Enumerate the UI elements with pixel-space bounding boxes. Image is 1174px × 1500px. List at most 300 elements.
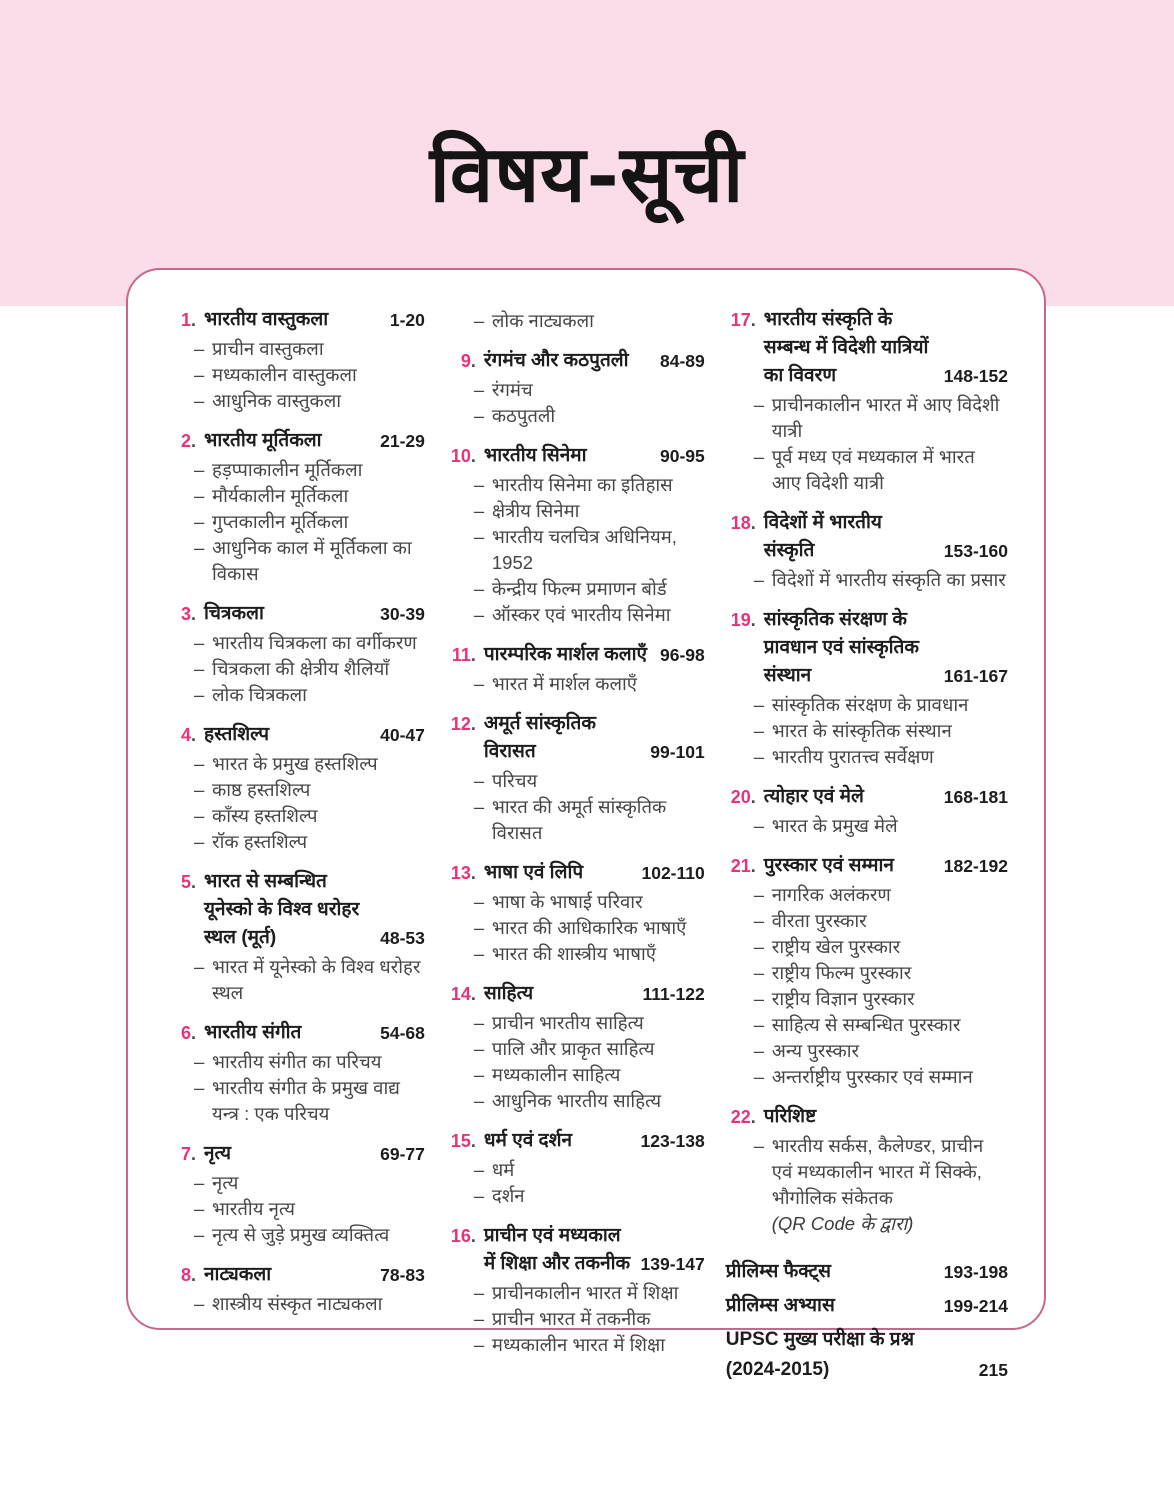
- entry-sub-item: [754, 567, 1008, 593]
- entry-title: प्रीलिम्स फैक्ट्स: [725, 1261, 832, 1282]
- dash-icon: –: [753, 1014, 765, 1035]
- sub-item-text: प्राचीनकालीन भारत में शिक्षा: [491, 1282, 679, 1303]
- dash-icon: –: [194, 485, 205, 506]
- toc-entry: [726, 1257, 1008, 1287]
- entry-head: [726, 306, 1008, 390]
- entry-sub-item: [474, 889, 705, 915]
- entry-number: 8.: [180, 1265, 196, 1285]
- dash-icon: –: [753, 1135, 765, 1156]
- sub-item-text: मध्यकालीन भारत में शिक्षा: [491, 1334, 666, 1355]
- entry-sub-item: [754, 718, 1008, 744]
- entry-sub-item: [194, 509, 425, 535]
- entry-pages: 54-68: [380, 1023, 425, 1043]
- sub-item-text: भारतीय सर्कस, कैलेण्डर, प्राचीन एवं मध्यकालीन भारत में सिक्के, भौगोलिक संकेतक: [771, 1135, 984, 1208]
- sub-item-text: नागरिक अलंकरण: [771, 884, 891, 905]
- dash-icon: –: [473, 379, 485, 400]
- entry-title: परिशिष्ट: [763, 1106, 817, 1127]
- sub-item-text: परिचय: [491, 770, 538, 791]
- toc-entry: [726, 606, 1008, 770]
- dash-icon: –: [194, 459, 205, 480]
- entry-pages: 40-47: [380, 725, 425, 745]
- toc-entry: [726, 783, 1008, 839]
- entry-sub-list: [754, 813, 1008, 839]
- entry-sub-item: [754, 692, 1008, 718]
- entry-sub-item: [474, 524, 705, 576]
- entry-sub-item: [474, 1010, 705, 1036]
- sub-item-text: भारत के प्रमुख मेले: [771, 815, 898, 836]
- entry-number: 20.: [730, 787, 756, 807]
- sub-item-text: सांस्कृतिक संरक्षण के प्रावधान: [771, 694, 969, 715]
- dash-icon: –: [194, 1051, 205, 1072]
- toc-entry: [446, 308, 705, 334]
- entry-sub-item: [754, 392, 1008, 444]
- entry-sub-item: [474, 472, 705, 498]
- dash-icon: –: [194, 658, 205, 679]
- entry-pages: 78-83: [380, 1265, 425, 1285]
- sub-item-text: भारत की अमूर्त सांस्कृतिक विरासत: [491, 796, 667, 843]
- dash-icon: –: [473, 673, 485, 694]
- sub-item-text: धर्म: [491, 1159, 515, 1180]
- entry-title: धर्म एवं दर्शन: [483, 1130, 573, 1151]
- entry-title: साहित्य: [483, 983, 534, 1004]
- entry-head: [726, 1257, 1008, 1287]
- dash-icon: –: [194, 956, 205, 977]
- entry-sub-item: [474, 377, 705, 403]
- toc-entry: [446, 710, 705, 846]
- dash-icon: –: [753, 1066, 765, 1087]
- toc-entry: [166, 306, 425, 414]
- entry-sub-item: [474, 1062, 705, 1088]
- sub-item-text: रॉक हस्तशिल्प: [212, 831, 308, 852]
- entry-head: [446, 442, 705, 470]
- sub-item-text: पालि और प्राकृत साहित्य: [491, 1038, 655, 1059]
- entry-title: भारतीय मूर्तिकला: [204, 430, 322, 451]
- entry-sub-item: [754, 908, 1008, 934]
- entry-number: 3.: [180, 604, 196, 624]
- entry-sub-list: [194, 954, 425, 1006]
- entry-sub-item: [474, 1088, 705, 1114]
- sub-item-text: लोक नाट्यकला: [491, 310, 594, 331]
- sub-item-text: प्राचीन भारतीय साहित्य: [491, 1012, 644, 1033]
- entry-pages: 99-101: [650, 742, 705, 762]
- toc-entry: [446, 1127, 705, 1209]
- sub-item-text: आधुनिक भारतीय साहित्य: [491, 1090, 662, 1111]
- entry-sub-item: [194, 336, 425, 362]
- toc-entry: [446, 347, 705, 429]
- sub-item-text: विदेशों में भारतीय संस्कृति का प्रसार: [771, 569, 1006, 590]
- entry-sub-item: [194, 1075, 425, 1127]
- entry-sub-list: [474, 1280, 705, 1358]
- sub-item-text: भारत के सांस्कृतिक संस्थान: [771, 720, 952, 741]
- entry-sub-list: [474, 889, 705, 967]
- dash-icon: –: [194, 390, 205, 411]
- entry-sub-list: [474, 768, 705, 846]
- dash-icon: –: [194, 1172, 205, 1193]
- entry-number: 11.: [451, 645, 476, 665]
- entry-number: 22.: [730, 1107, 756, 1127]
- toc-entry: [726, 1103, 1008, 1237]
- entry-sub-item: [754, 934, 1008, 960]
- entry-pages: 96-98: [659, 645, 705, 665]
- entry-number: 15.: [450, 1131, 476, 1151]
- toc-entry: [166, 1140, 425, 1248]
- dash-icon: –: [473, 578, 485, 599]
- toc-entry: [446, 442, 705, 628]
- entry-pages: 139-147: [640, 1254, 705, 1274]
- entry-head: [166, 1140, 425, 1168]
- sub-item-text: प्राचीन भारत में तकनीक: [491, 1308, 651, 1329]
- sub-item-text: भारतीय संगीत का परिचय: [212, 1051, 382, 1072]
- entry-head: [166, 600, 425, 628]
- entry-sub-list: [194, 457, 425, 587]
- entry-sub-list: [754, 882, 1008, 1090]
- entry-sub-list: [474, 1157, 705, 1209]
- sub-item-text: (QR Code के द्वारा): [771, 1213, 914, 1234]
- sub-item-text: क्षेत्रीय सिनेमा: [491, 500, 580, 521]
- sub-item-text: नृत्य से जुड़े प्रमुख व्यक्तित्व: [212, 1224, 390, 1245]
- toc-entry: [446, 859, 705, 967]
- entry-pages: 199-214: [943, 1296, 1008, 1316]
- entry-sub-item: [474, 941, 705, 967]
- entry-sub-item: [194, 803, 425, 829]
- entry-title: भाषा एवं लिपि: [483, 862, 584, 883]
- sub-item-text: काष्ठ हस्तशिल्प: [212, 779, 311, 800]
- sub-item-text: ऑस्कर एवं भारतीय सिनेमा: [491, 604, 671, 625]
- entry-number: 21.: [730, 856, 756, 876]
- dash-icon: –: [473, 1159, 485, 1180]
- dash-icon: –: [194, 779, 205, 800]
- entry-pages: 215: [978, 1360, 1008, 1380]
- entry-title: हस्तशिल्प: [204, 724, 270, 745]
- dash-icon: –: [194, 338, 205, 359]
- dash-icon: –: [473, 770, 485, 791]
- sub-item-text: कठपुतली: [491, 405, 556, 426]
- entry-number: 4.: [180, 725, 196, 745]
- entry-head: [446, 859, 705, 887]
- sub-item-text: आधुनिक वास्तुकला: [212, 390, 342, 411]
- toc-entry: [166, 427, 425, 587]
- sub-item-text: राष्ट्रीय फिल्म पुरस्कार: [771, 962, 912, 983]
- entry-sub-item: [754, 744, 1008, 770]
- dash-icon: –: [473, 891, 485, 912]
- sub-item-text: भारतीय सिनेमा का इतिहास: [491, 474, 673, 495]
- toc-entry: [446, 1222, 705, 1358]
- toc-box: [126, 268, 1046, 1380]
- page-title: विषय-सूची: [429, 129, 745, 220]
- entry-title: नृत्य: [204, 1143, 232, 1164]
- entry-head: [446, 347, 705, 375]
- entry-head: [726, 509, 1008, 565]
- entry-title: प्रीलिम्स अभ्यास: [725, 1295, 835, 1316]
- entry-sub-item: [474, 1280, 705, 1306]
- entry-sub-list: [754, 692, 1008, 770]
- entry-number: 2.: [180, 431, 196, 451]
- entry-pages: 182-192: [943, 856, 1008, 876]
- entry-pages: 84-89: [659, 351, 705, 371]
- entry-head: [166, 427, 425, 455]
- entry-sub-list: [754, 1133, 1008, 1237]
- entry-sub-list: [474, 671, 705, 697]
- entry-sub-item: [474, 1306, 705, 1332]
- sub-item-text: अन्तर्राष्ट्रीय पुरस्कार एवं सम्मान: [771, 1066, 973, 1087]
- entry-sub-item: [194, 954, 425, 1006]
- entry-sub-item: [474, 768, 705, 794]
- entry-sub-list: [194, 336, 425, 414]
- entry-pages: 102-110: [641, 863, 705, 883]
- entry-sub-item: [474, 308, 705, 334]
- dash-icon: –: [194, 1224, 205, 1245]
- entry-sub-item: [474, 1157, 705, 1183]
- entry-title: प्राचीन एवं मध्यकाल में शिक्षा और तकनीक: [483, 1225, 631, 1274]
- dash-icon: –: [194, 632, 205, 653]
- entry-sub-item: [474, 1036, 705, 1062]
- entry-sub-item: [194, 829, 425, 855]
- toc-entry: [166, 721, 425, 855]
- toc-entry: [726, 509, 1008, 593]
- entry-head: [726, 1291, 1008, 1321]
- entry-sub-item: [474, 915, 705, 941]
- sub-item-text: भारत में मार्शल कलाएँ: [491, 673, 638, 694]
- toc-entry: [446, 980, 705, 1114]
- entry-number: 19.: [730, 610, 756, 630]
- dash-icon: –: [753, 910, 765, 931]
- entry-sub-item: [754, 986, 1008, 1012]
- dash-icon: –: [194, 684, 205, 705]
- dash-icon: –: [473, 604, 485, 625]
- toc-column-2: [446, 306, 705, 1389]
- entry-title: पारम्परिक मार्शल कलाएँ: [483, 644, 648, 665]
- sub-item-text: भाषा के भाषाई परिवार: [491, 891, 643, 912]
- entry-sub-item: [194, 682, 425, 708]
- entry-sub-item: [194, 1196, 425, 1222]
- entry-number: 10.: [450, 446, 476, 466]
- entry-head: [166, 306, 425, 334]
- entry-sub-item: [754, 960, 1008, 986]
- entry-number: 5.: [180, 872, 196, 892]
- toc-entry: [726, 1325, 1008, 1385]
- entry-sub-item: [194, 630, 425, 656]
- entry-sub-item: [754, 1133, 1008, 1211]
- entry-sub-list: [474, 377, 705, 429]
- sub-item-text: राष्ट्रीय खेल पुरस्कार: [771, 936, 901, 957]
- sub-item-text: पूर्व मध्य एवं मध्यकाल में भारत आए विदेशी यात्री: [771, 446, 975, 493]
- sub-item-text: शास्त्रीय संस्कृत नाट्यकला: [212, 1293, 383, 1314]
- sub-item-text: गुप्तकालीन मूर्तिकला: [212, 511, 349, 532]
- toc-entry: [726, 852, 1008, 1090]
- entry-head: [726, 606, 1008, 690]
- dash-icon: –: [753, 815, 765, 836]
- entry-sub-item: [194, 362, 425, 388]
- entry-sub-item: [194, 483, 425, 509]
- toc-entry: [166, 600, 425, 708]
- sub-item-text: दर्शन: [491, 1185, 525, 1206]
- entry-sub-list: [194, 1170, 425, 1248]
- entry-number: 7.: [180, 1144, 196, 1164]
- entry-sub-item: [194, 656, 425, 682]
- sub-item-text: मौर्यकालीन मूर्तिकला: [212, 485, 349, 506]
- entry-head: [166, 1261, 425, 1289]
- entry-title: भारत से सम्बन्धित यूनेस्को के विश्व धरोहर स्थल (मूर्त): [204, 871, 360, 948]
- entry-head: [726, 852, 1008, 880]
- toc-column-3: [726, 306, 1008, 1389]
- entry-title: पुरस्कार एवं सम्मान: [763, 855, 894, 876]
- dash-icon: –: [194, 1198, 205, 1219]
- sub-item-text: भारत के प्रमुख हस्तशिल्प: [212, 753, 378, 774]
- toc-entry: [166, 1019, 425, 1127]
- entry-title: विदेशों में भारतीय संस्कृति: [763, 512, 882, 561]
- dash-icon: –: [473, 526, 485, 547]
- dash-icon: –: [473, 1090, 485, 1111]
- entry-title: रंगमंच और कठपुतली: [483, 350, 629, 371]
- entry-pages: 161-167: [943, 666, 1008, 686]
- entry-title: अमूर्त सांस्कृतिक विरासत: [483, 713, 596, 762]
- sub-item-text: भारतीय पुरातत्त्व सर्वेक्षण: [771, 746, 934, 767]
- entry-pages: 153-160: [943, 541, 1008, 561]
- entry-sub-item: [194, 1222, 425, 1248]
- entry-sub-item: [754, 1064, 1008, 1090]
- sub-item-text: प्राचीन वास्तुकला: [212, 338, 324, 359]
- entry-sub-list: [194, 630, 425, 708]
- entry-sub-item: [754, 813, 1008, 839]
- entry-head: [446, 1222, 705, 1278]
- entry-number: 6.: [180, 1023, 196, 1043]
- entry-pages: 30-39: [380, 604, 425, 624]
- entry-number: 12.: [450, 714, 476, 734]
- entry-sub-list: [194, 1049, 425, 1127]
- entry-sub-item: [194, 388, 425, 414]
- toc-entry: [726, 1291, 1008, 1321]
- sub-item-text: नृत्य: [212, 1172, 239, 1193]
- toc-entry: [446, 641, 705, 697]
- sub-item-text: साहित्य से सम्बन्धित पुरस्कार: [771, 1014, 961, 1035]
- sub-item-text: लोक चित्रकला: [212, 684, 307, 705]
- entry-number: 18.: [730, 513, 756, 533]
- toc-entry: [166, 868, 425, 1006]
- entry-head: [726, 783, 1008, 811]
- dash-icon: –: [753, 569, 765, 590]
- entry-sub-list: [474, 308, 705, 334]
- entry-pages: 123-138: [640, 1131, 705, 1151]
- dash-icon: –: [753, 446, 765, 467]
- dash-icon: –: [473, 310, 485, 331]
- entry-sub-item: [474, 1332, 705, 1358]
- dash-icon: –: [473, 1064, 485, 1085]
- sub-item-text: भारत में यूनेस्को के विश्व धरोहर स्थल: [212, 956, 421, 1003]
- sub-item-text: भारतीय संगीत के प्रमुख वाद्य यन्त्र : एक परिचय: [212, 1077, 400, 1124]
- dash-icon: –: [194, 1293, 205, 1314]
- dash-icon: –: [753, 988, 765, 1009]
- dash-icon: –: [753, 746, 765, 767]
- entry-sub-item: [194, 457, 425, 483]
- sub-item-text: चित्रकला की क्षेत्रीय शैलियाँ: [212, 658, 390, 679]
- sub-item-text: भारतीय नृत्य: [212, 1198, 295, 1219]
- entry-sub-item: [754, 1211, 1008, 1237]
- entry-head: [726, 1325, 1008, 1385]
- dash-icon: –: [753, 694, 765, 715]
- entry-sub-list: [754, 392, 1008, 496]
- entry-sub-list: [474, 1010, 705, 1114]
- entry-sub-item: [194, 751, 425, 777]
- entry-title: भारतीय सिनेमा: [483, 445, 587, 466]
- entry-title: भारतीय वास्तुकला: [204, 309, 329, 330]
- entry-sub-item: [474, 498, 705, 524]
- entry-sub-item: [474, 671, 705, 697]
- sub-item-text: भारत की शास्त्रीय भाषाएँ: [491, 943, 657, 964]
- sub-item-text: प्राचीनकालीन भारत में आए विदेशी यात्री: [771, 394, 1000, 441]
- entry-sub-item: [194, 1170, 425, 1196]
- dash-icon: –: [194, 753, 205, 774]
- dash-icon: –: [194, 511, 205, 532]
- entry-head: [446, 1127, 705, 1155]
- dash-icon: –: [473, 943, 485, 964]
- entry-sub-item: [754, 444, 1008, 496]
- dash-icon: –: [473, 917, 485, 938]
- entry-sub-list: [194, 1291, 425, 1317]
- dash-icon: –: [473, 405, 485, 426]
- sub-item-text: हड़प्पाकालीन मूर्तिकला: [212, 459, 363, 480]
- entry-pages: 168-181: [943, 787, 1008, 807]
- entry-sub-item: [474, 576, 705, 602]
- dash-icon: –: [473, 1308, 485, 1329]
- entry-sub-list: [474, 472, 705, 628]
- dash-icon: –: [753, 962, 765, 983]
- entry-pages: 1-20: [389, 310, 425, 330]
- entry-sub-item: [754, 882, 1008, 908]
- entry-number: 17.: [730, 310, 756, 330]
- sub-item-text: भारतीय चलचित्र अधिनियम, 1952: [491, 526, 677, 573]
- end-matter-block: [726, 1257, 1008, 1385]
- dash-icon: –: [473, 1012, 485, 1033]
- entry-sub-item: [194, 777, 425, 803]
- dash-icon: –: [753, 884, 765, 905]
- entry-sub-item: [194, 1049, 425, 1075]
- entry-pages: 193-198: [943, 1262, 1008, 1282]
- entry-sub-list: [194, 751, 425, 855]
- entry-title: त्योहार एवं मेले: [763, 786, 864, 807]
- dash-icon: –: [473, 474, 485, 495]
- entry-sub-item: [474, 602, 705, 628]
- entry-pages: 48-53: [380, 928, 425, 948]
- sub-item-text: राष्ट्रीय विज्ञान पुरस्कार: [771, 988, 915, 1009]
- sub-item-text: भारत की आधिकारिक भाषाएँ: [491, 917, 687, 938]
- dash-icon: –: [753, 936, 765, 957]
- toc-columns: [166, 306, 1008, 1389]
- entry-pages: 69-77: [380, 1144, 425, 1164]
- dash-icon: –: [194, 1077, 205, 1098]
- sub-item-text: भारतीय चित्रकला का वर्गीकरण: [212, 632, 417, 653]
- dash-icon: –: [194, 831, 205, 852]
- sub-item-text: केन्द्रीय फिल्म प्रमाणन बोर्ड: [491, 578, 667, 599]
- toc-entry: [726, 306, 1008, 496]
- entry-pages: 148-152: [943, 366, 1008, 386]
- dash-icon: –: [473, 1038, 485, 1059]
- dash-icon: –: [194, 805, 205, 826]
- entry-pages: 111-122: [642, 984, 705, 1004]
- entry-number: 1.: [180, 310, 196, 330]
- entry-head: [446, 710, 705, 766]
- entry-sub-item: [474, 1183, 705, 1209]
- entry-sub-list: [754, 567, 1008, 593]
- entry-pages: 90-95: [659, 446, 705, 466]
- dash-icon: –: [194, 537, 205, 558]
- entry-title: भारतीय संगीत: [204, 1022, 302, 1043]
- dash-icon: –: [473, 500, 485, 521]
- entry-number: 9.: [460, 351, 476, 371]
- dash-icon: –: [753, 394, 765, 415]
- entry-sub-item: [754, 1012, 1008, 1038]
- dash-icon: –: [473, 1282, 485, 1303]
- entry-sub-item: [754, 1038, 1008, 1064]
